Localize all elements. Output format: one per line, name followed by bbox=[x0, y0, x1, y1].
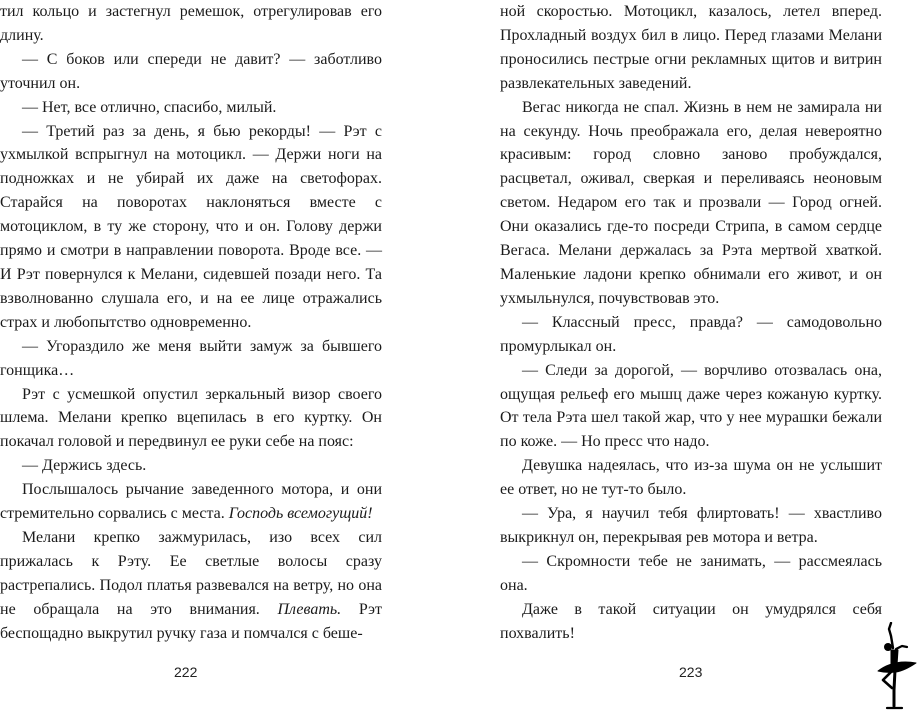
left-paragraph-8 bbox=[0, 478, 382, 526]
ballerina-icon bbox=[874, 622, 920, 712]
left-paragraph-4: — Третий раз за день, я бью рекорды! — Рэт с ухмылкой вспрыгнул на мотоцикл. — Держи ноги на подножках и не убирай их даже на светофорах. Старайся на поворотах наклоняться вместе с мотоциклом, в ту же сторону, что и он. Голову держи прямо и смотри в направлении поворота. Вроде все. — И Рэт повернулся к Мелани, сидевшей позади него. Та взволнованно слушала его, и на ее лице отражались страх и любопытство одновременно. bbox=[0, 122, 382, 331]
right-page bbox=[500, 0, 882, 645]
left-paragraph-9-text-a: Мелани крепко зажмурилась, изо всех сил прижалась к Рэту. Ее светлые волосы сразу растрепались. Подол платья развевался на ветру, но она не обращала на это внимания. bbox=[0, 528, 382, 618]
left-page bbox=[0, 0, 382, 645]
left-paragraph-3: — Нет, все отлично, спасибо, милый. bbox=[22, 98, 277, 116]
left-paragraph-2: — С боков или спереди не давит? — заботливо уточнил он. bbox=[0, 50, 382, 92]
right-paragraph-3: — Классный пресс, правда? — самодовольно промурлыкал он. bbox=[500, 313, 882, 355]
right-paragraph-1: ной скоростью. Мотоцикл, казалось, летел вперед. Прохладный воздух бил в лицо. Перед глазами Мелани проносились пестрые огни рекламных щитов и витрин развлекательных заведений. bbox=[500, 3, 882, 92]
right-paragraph-4: — Следи за дорогой, — ворчливо отозвалась она, ощущая рельеф его мышц даже через кожаную куртку. От тела Рэта шел такой жар, что у нее мурашки бежали по коже. — Но пресс что надо. bbox=[500, 361, 882, 451]
right-paragraph-5: Девушка надеялась, что из-за шума он не услышит ее ответ, но не тут-то было. bbox=[500, 457, 882, 499]
left-paragraph-1: тил кольцо и застегнул ремешок, отрегулировав его длину. bbox=[0, 3, 382, 44]
left-paragraph-8-italic: Господь всемогущий! bbox=[228, 505, 373, 523]
left-paragraph-6: Рэт с усмешкой опустил зеркальный визор своего шлема. Мелани крепко вцепилась в его куртку. Он покачал головой и передвинул ее руки себе на пояс: bbox=[0, 385, 382, 451]
right-page-number: 223 bbox=[679, 664, 703, 680]
left-paragraph-9 bbox=[0, 526, 382, 646]
right-paragraph-7: — Скромности тебе не занимать, — рассмеялась она. bbox=[500, 552, 882, 594]
left-page-number: 222 bbox=[174, 664, 198, 680]
left-paragraph-5: — Угораздило же меня выйти замуж за бывшего гонщика… bbox=[0, 337, 382, 379]
left-paragraph-7: — Держись здесь. bbox=[22, 457, 147, 475]
right-paragraph-2: Вегас никогда не спал. Жизнь в нем не замирала ни на секунду. Ночь преображала его, делая невероятно красивым: город словно заново пробуждался, расцветал, оживал, сверкая и переливаясь неоновым светом. Недаром его так и прозвали — Город огней. Они оказались где-то посреди Стрипа, в самом сердце Вегаса. Мелани держалась за Рэта мертвой хваткой. Маленькие ладони крепко обнимали его живот, и он ухмыльнулся, почувствовав это. bbox=[500, 98, 882, 307]
left-paragraph-9-italic: Плевать. bbox=[277, 600, 342, 618]
left-paragraph-9-text-b: Рэт беспощадно выкрутил ручку газа и помчался с беше- bbox=[0, 600, 382, 642]
right-paragraph-6: — Ура, я научил тебя флиртовать! — хвастливо выкрикнул он, перекрывая рев мотора и ветра. bbox=[500, 505, 882, 546]
right-paragraph-8: Даже в такой ситуации он умудрялся себя похвалить! bbox=[500, 600, 882, 642]
left-paragraph-8-text: Послышалось рычание заведенного мотора, и они стремительно сорвались с места. bbox=[0, 481, 382, 523]
